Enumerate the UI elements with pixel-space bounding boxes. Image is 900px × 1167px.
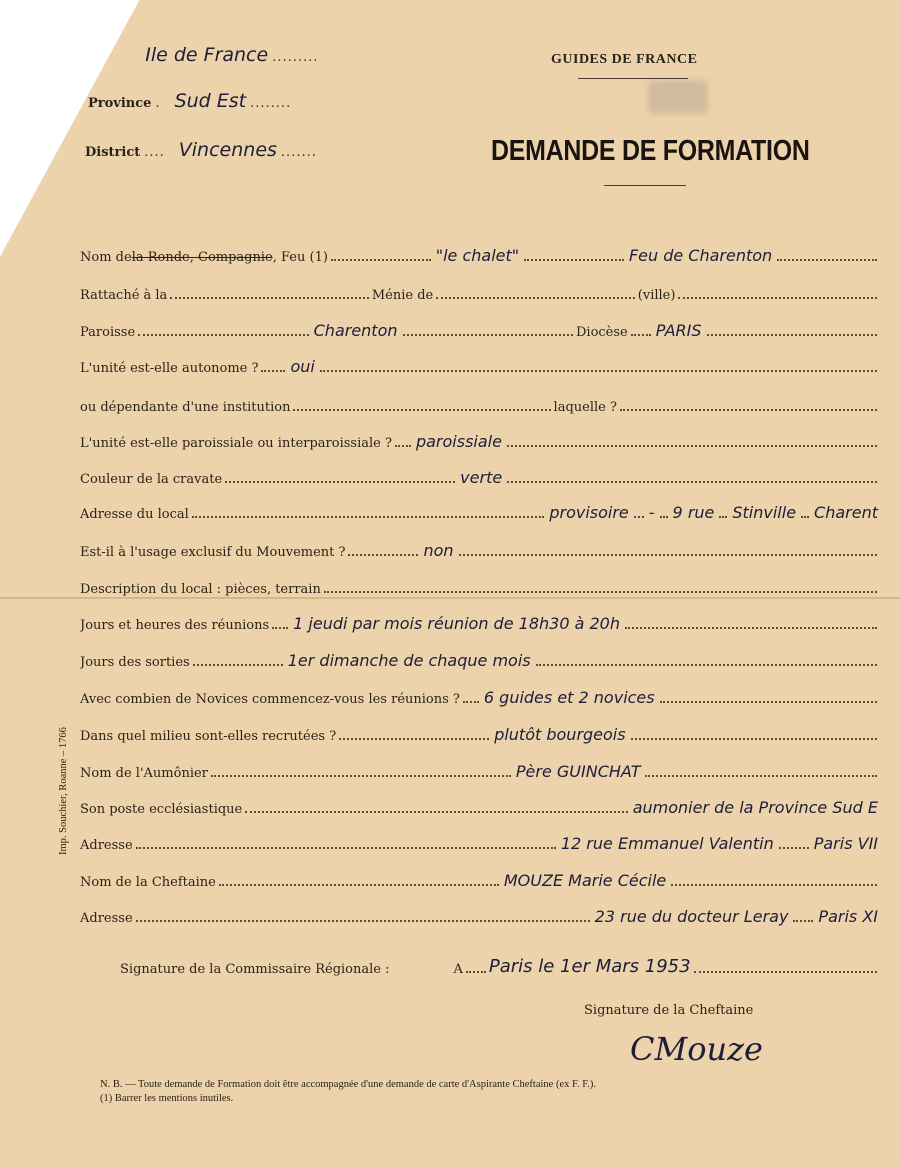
field-row-poste bbox=[80, 795, 880, 817]
field-row-cheftaine bbox=[80, 868, 880, 890]
field-label: Ménie de bbox=[371, 288, 434, 303]
field-value: Paris XI bbox=[818, 907, 878, 926]
form-title: DEMANDE DE FORMATION bbox=[491, 135, 810, 167]
district-line: District .... Vincennes ....... bbox=[85, 139, 317, 161]
field-value: Charent bbox=[814, 503, 878, 522]
field-label: L'unité est-elle autonome ? bbox=[80, 361, 259, 376]
field-row-aumonier-adresse bbox=[80, 831, 880, 853]
field-label: Paroisse bbox=[80, 325, 136, 340]
field-label: Couleur de la cravate bbox=[80, 472, 223, 487]
field-value: provisoire bbox=[549, 503, 629, 522]
faded-stamp bbox=[648, 80, 708, 114]
field-value: plutôt bourgeois bbox=[494, 725, 626, 744]
footnote: (1) Barrer les mentions inutiles. bbox=[100, 1093, 234, 1104]
footer-notes bbox=[100, 1078, 860, 1106]
place-label: A bbox=[453, 962, 463, 977]
commissaire-label: Signature de la Commissaire Régionale : bbox=[120, 962, 390, 977]
field-value: Stinville bbox=[732, 503, 797, 522]
field-row-description bbox=[80, 575, 880, 597]
field-value: verte bbox=[460, 468, 503, 487]
field-row-exclusif bbox=[80, 538, 880, 560]
field-label: Rattaché à la bbox=[80, 288, 168, 303]
region-value: Ile de France bbox=[145, 44, 269, 66]
organization-name: GUIDES DE FRANCE bbox=[551, 52, 698, 67]
field-value: aumonier de la Province Sud E bbox=[632, 798, 878, 817]
field-row-aumonier bbox=[80, 759, 880, 781]
paper-fold-line bbox=[0, 597, 900, 599]
field-row-novices bbox=[80, 685, 880, 707]
field-value: "le chalet" bbox=[435, 246, 520, 265]
field-row-cravate bbox=[80, 465, 880, 487]
district-value: Vincennes bbox=[178, 139, 277, 161]
field-value: Père GUINCHAT bbox=[515, 762, 641, 781]
province-line: Province . Sud Est ........ bbox=[88, 90, 292, 112]
field-value: 6 guides et 2 novices bbox=[483, 688, 655, 707]
cheftaine-signature-label: Signature de la Cheftaine bbox=[584, 1003, 754, 1018]
field-label: laquelle ? bbox=[553, 400, 617, 415]
field-value: MOUZE Marie Cécile bbox=[503, 871, 667, 890]
title-rule bbox=[604, 185, 686, 186]
field-label: , Feu (1) bbox=[272, 250, 328, 265]
field-label: Son poste ecclésiastique bbox=[80, 802, 243, 817]
field-value: non bbox=[423, 541, 454, 560]
field-row-paroisse bbox=[80, 318, 880, 340]
field-label: Nom de la Cheftaine bbox=[80, 875, 216, 890]
field-value: 1 jeudi par mois réunion de 18h30 à 20h bbox=[293, 614, 620, 633]
field-value: Feu de Charenton bbox=[628, 246, 773, 265]
field-value: oui bbox=[290, 357, 315, 376]
field-row-paroissiale bbox=[80, 429, 880, 451]
field-row-local bbox=[80, 500, 880, 522]
field-value: paroissiale bbox=[415, 432, 502, 451]
nb-note: N. B. — Toute demande de Formation doit être accompagnée d'une demande de carte d'Aspirante Cheftaine (ex F. F.). bbox=[100, 1079, 596, 1090]
field-value: Charenton bbox=[313, 321, 398, 340]
cheftaine-signature: CMouze bbox=[630, 1030, 763, 1068]
field-row-institution bbox=[80, 393, 880, 415]
field-value: 23 rue du docteur Leray bbox=[594, 907, 789, 926]
field-label: (ville) bbox=[637, 288, 676, 303]
field-value: 12 rue Emmanuel Valentin bbox=[560, 834, 774, 853]
field-label: Adresse du local bbox=[80, 507, 189, 522]
field-label: Nom de bbox=[80, 250, 132, 265]
field-row-name bbox=[80, 243, 880, 265]
field-value: 1er dimanche de chaque mois bbox=[287, 651, 531, 670]
field-label: Adresse bbox=[80, 911, 133, 926]
field-value: - bbox=[648, 503, 655, 522]
commissaire-signature-line bbox=[120, 953, 880, 977]
field-label: Est-il à l'usage exclusif du Mouvement ? bbox=[80, 545, 346, 560]
field-label: Dans quel milieu sont-elles recrutées ? bbox=[80, 729, 337, 744]
district-label: District bbox=[85, 145, 141, 160]
field-label: Jours des sorties bbox=[80, 655, 190, 670]
field-row-rattache bbox=[80, 281, 880, 303]
field-label: Jours et heures des réunions bbox=[80, 618, 270, 633]
province-label: Province bbox=[88, 96, 152, 111]
org-rule bbox=[578, 78, 688, 79]
field-row-sorties bbox=[80, 648, 880, 670]
field-row-reunions bbox=[80, 611, 880, 633]
field-label: Avec combien de Novices commencez-vous les réunions ? bbox=[80, 692, 460, 707]
field-label: Diocèse bbox=[575, 325, 628, 340]
province-value: Sud Est bbox=[174, 90, 247, 112]
field-label-struck: la Ronde, Compagnie bbox=[131, 250, 273, 265]
field-label: Description du local : pièces, terrain bbox=[80, 582, 321, 597]
place-date-value: Paris le 1er Mars 1953 bbox=[488, 956, 691, 977]
field-value: PARIS bbox=[655, 321, 702, 340]
field-value: Paris VII bbox=[813, 834, 878, 853]
field-row-autonome bbox=[80, 354, 880, 376]
field-label: Adresse bbox=[80, 838, 133, 853]
field-label: Nom de l'Aumônier bbox=[80, 766, 208, 781]
field-row-milieu bbox=[80, 722, 880, 744]
field-value: 9 rue bbox=[672, 503, 715, 522]
field-label: ou dépendante d'une institution bbox=[80, 400, 291, 415]
region-line: Ile de France ......... bbox=[145, 44, 319, 66]
field-label: L'unité est-elle paroissiale ou interparoissiale ? bbox=[80, 436, 392, 451]
field-row-cheftaine-adresse bbox=[80, 904, 880, 926]
printer-imprint: Imp. Souchier, Roanne – 1766 bbox=[58, 727, 69, 855]
